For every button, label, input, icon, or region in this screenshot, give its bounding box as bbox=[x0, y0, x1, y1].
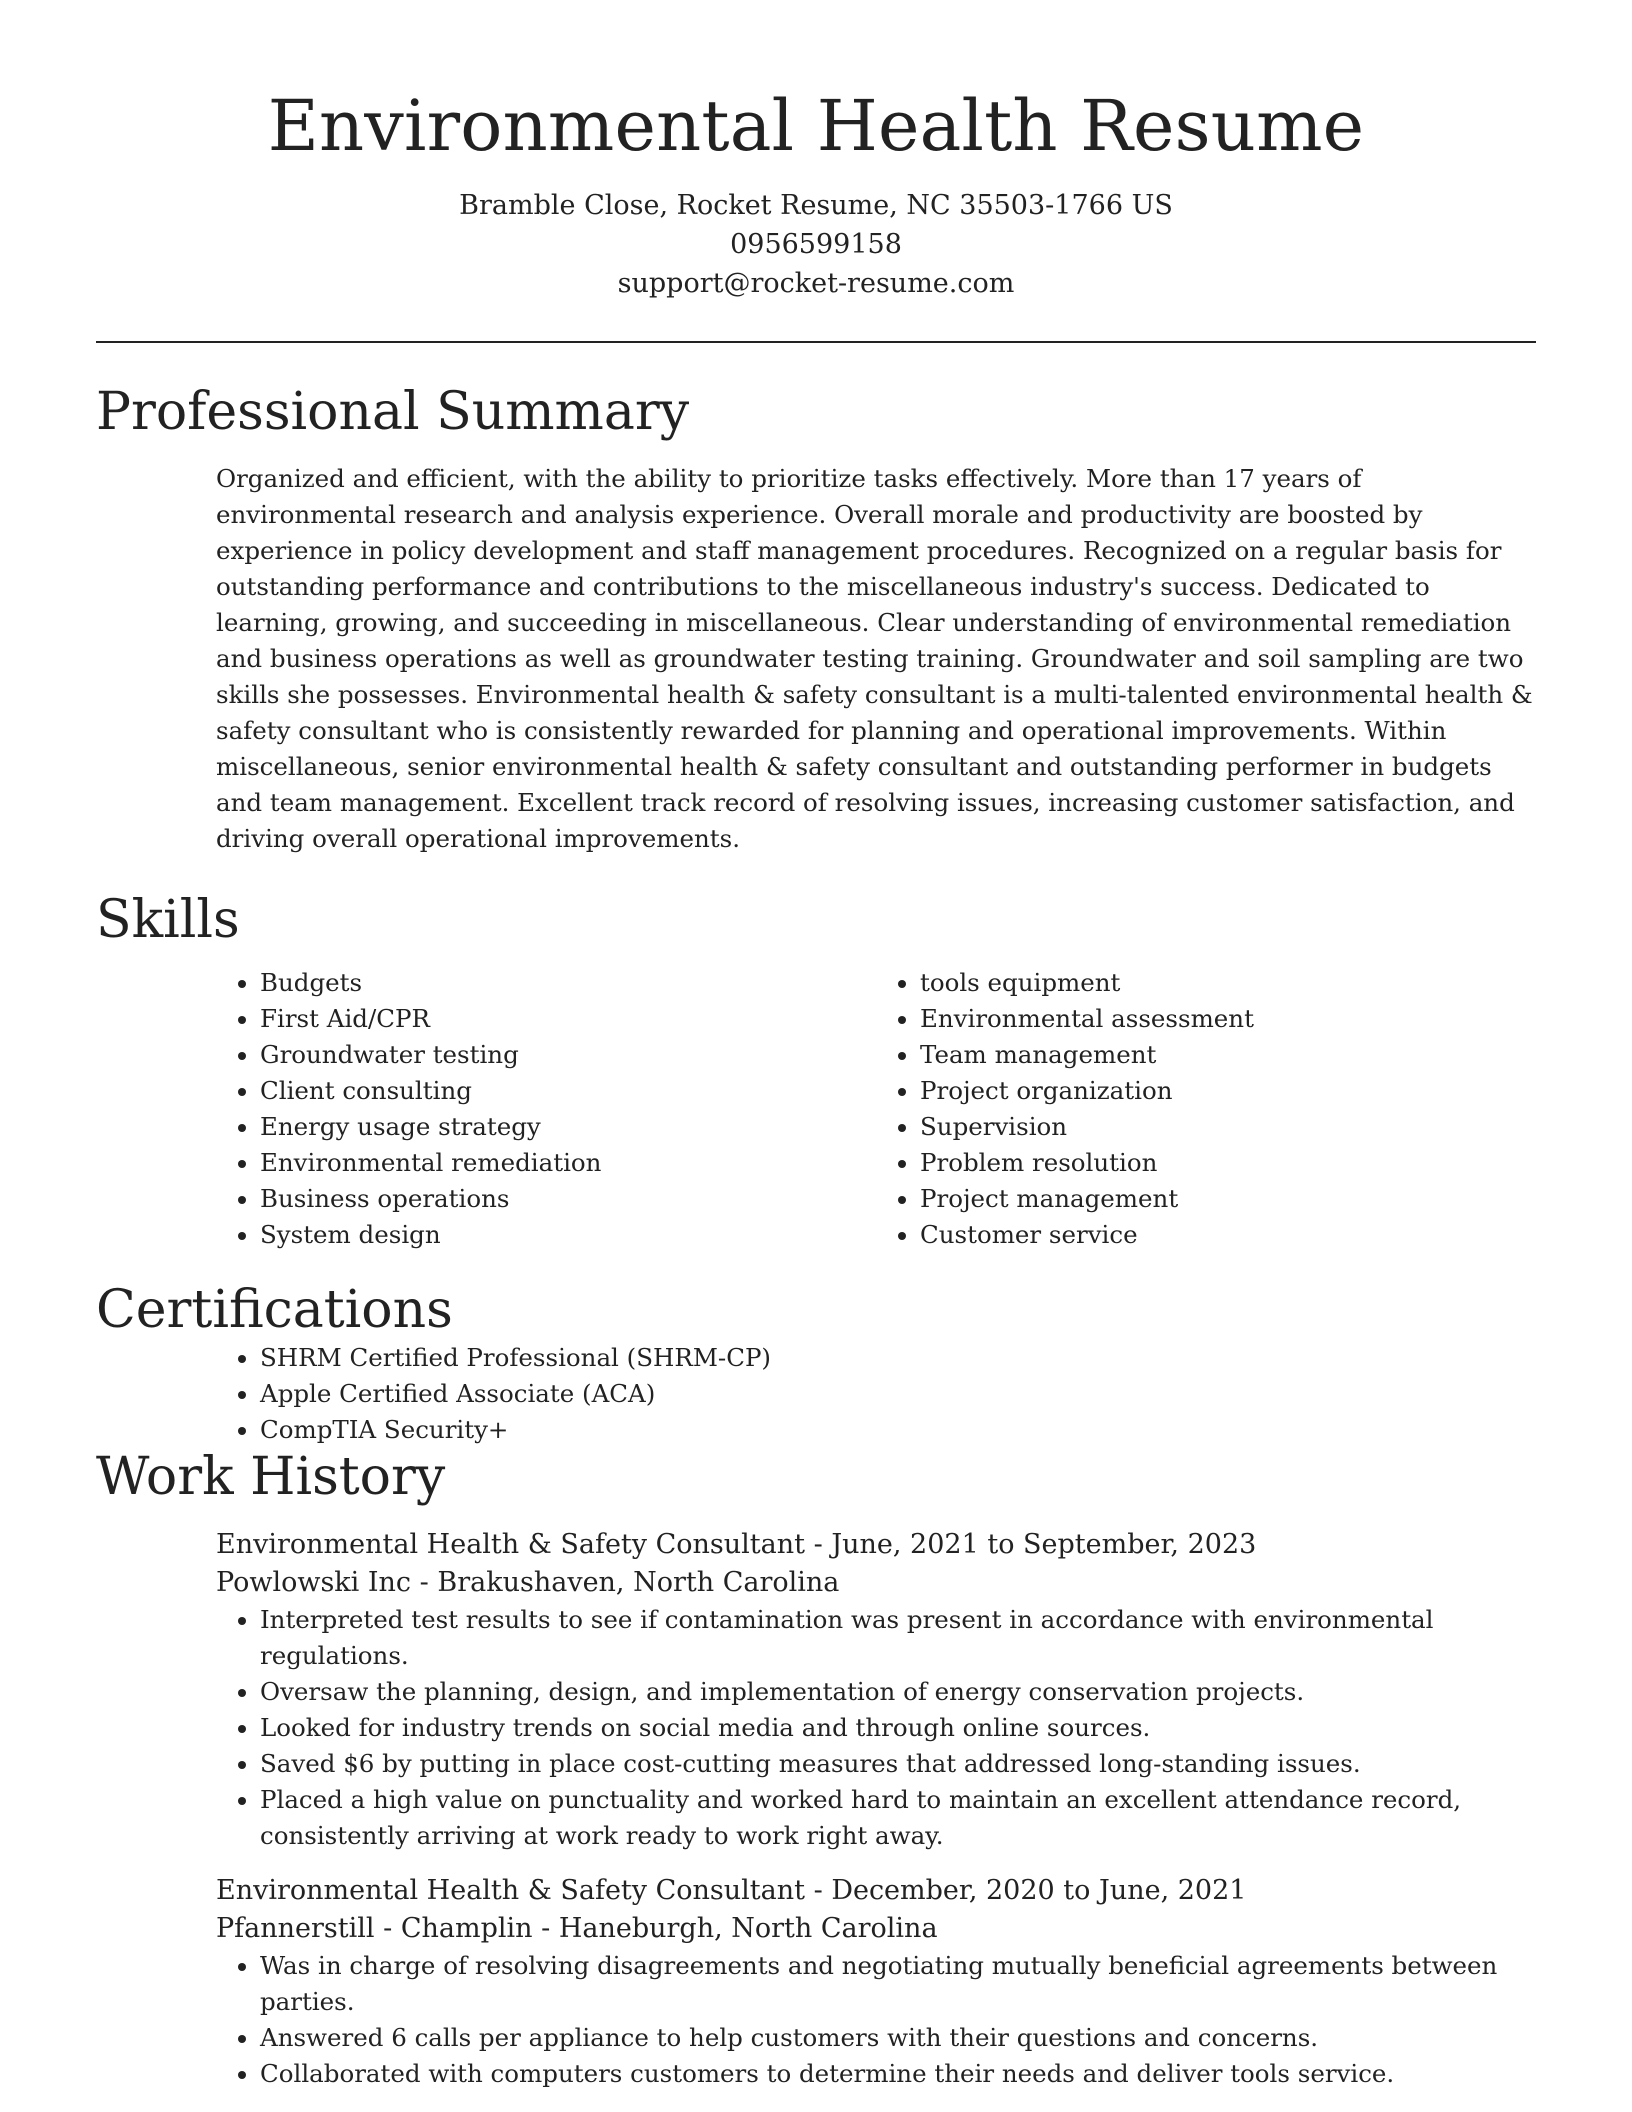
work-history-heading: Work History bbox=[96, 1447, 446, 1508]
skill-item: • Customer service bbox=[920, 1217, 1536, 1253]
work-history-section bbox=[96, 1448, 1536, 2092]
job-entry bbox=[216, 1526, 1536, 1854]
job-title: Environmental Health & Safety Consultant bbox=[216, 1529, 805, 1561]
skill-item: • Budgets bbox=[260, 965, 876, 1001]
summary-text: Organized and efficient, with the ability to prioritize tasks effectively. More than 17 years of environmental research and analysis experience. Overall morale and productivity are boosted by experience in policy development and staff management procedures. Recognized on a regular basis for outstanding performance and contributions to the miscellaneous industry's success. Dedicated to learning, growing, and succeeding in miscellaneous. Clear understanding of environmental remediation and business operations as well as groundwater testing training. Groundwater and soil sampling are two skills she possesses. Environmental health & safety consultant is a multi-talented environmental health & safety consultant who is consistently rewarded for planning and operational improvements. Within miscellaneous, senior environmental health & safety consultant and outstanding performer in budgets and team management. Excellent track record of resolving issues, increasing customer satisfaction, and driving overall operational improvements. bbox=[216, 463, 1533, 853]
skills-left-list bbox=[216, 965, 876, 1253]
job-dates: June, 2021 to September, 2023 bbox=[831, 1529, 1257, 1561]
contact-phone: 0956599158 bbox=[730, 229, 902, 260]
summary-heading: Professional Summary bbox=[96, 382, 690, 442]
skill-item: • Environmental assessment bbox=[920, 1001, 1536, 1037]
certifications-heading: Certifications bbox=[96, 1279, 453, 1340]
job-separator: - bbox=[541, 1913, 559, 1945]
job-location: Haneburgh, North Carolina bbox=[558, 1913, 938, 1945]
job-bullet: • Looked for industry trends on social media and through online sources. bbox=[260, 1710, 1536, 1746]
certifications-section bbox=[96, 1281, 1536, 1449]
job-title: Environmental Health & Safety Consultant bbox=[216, 1875, 805, 1907]
resume-header bbox=[96, 0, 1536, 303]
skill-item: • System design bbox=[260, 1217, 876, 1253]
job-bullet: • Saved $6 by putting in place cost-cutting measures that addressed long-standing issues. bbox=[260, 1746, 1536, 1782]
certification-item: • Apple Certified Associate (ACA) bbox=[260, 1376, 1536, 1412]
skill-item: • Supervision bbox=[920, 1109, 1536, 1145]
header-divider bbox=[96, 341, 1536, 343]
skills-grid bbox=[216, 965, 1536, 1253]
skill-item: • Project management bbox=[920, 1181, 1536, 1217]
contact-address: Bramble Close, Rocket Resume, NC 35503-1766 US bbox=[459, 190, 1173, 221]
contact-block bbox=[96, 186, 1536, 303]
job-dates: December, 2020 to June, 2021 bbox=[831, 1875, 1247, 1907]
skill-item: • Environmental remediation bbox=[260, 1145, 876, 1181]
job-bullet: • Answered 6 calls per appliance to help customers with their questions and concerns. bbox=[260, 2020, 1536, 2056]
job-location: Brakushaven, North Carolina bbox=[437, 1567, 840, 1599]
job-bullet: • Oversaw the planning, design, and implementation of energy conservation projects. bbox=[260, 1674, 1536, 1710]
job-header bbox=[216, 1872, 1536, 1948]
job-header bbox=[216, 1526, 1536, 1602]
skill-item: • Project organization bbox=[920, 1073, 1536, 1109]
skills-heading: Skills bbox=[96, 889, 240, 950]
skill-item: • Energy usage strategy bbox=[260, 1109, 876, 1145]
skill-item: • Client consulting bbox=[260, 1073, 876, 1109]
certification-item: • CompTIA Security+ bbox=[260, 1412, 1536, 1448]
job-entry bbox=[216, 1872, 1536, 2092]
job-bullet: • Collaborated with computers customers to determine their needs and deliver tools service. bbox=[260, 2056, 1536, 2092]
skill-item: • tools equipment bbox=[920, 965, 1536, 1001]
job-separator: - bbox=[813, 1875, 832, 1907]
certifications-list bbox=[216, 1340, 1536, 1448]
certification-item: • SHRM Certified Professional (SHRM-CP) bbox=[260, 1340, 1536, 1376]
summary-section bbox=[96, 383, 1536, 857]
skill-item: • First Aid/CPR bbox=[260, 1001, 876, 1037]
resume-title: Environmental Health Resume bbox=[267, 85, 1365, 167]
job-bullet: • Placed a high value on punctuality and worked hard to maintain an excellent attendance record, consistently arriving at work ready to work right away. bbox=[260, 1782, 1536, 1854]
job-company: Powlowski Inc bbox=[216, 1567, 412, 1599]
job-bullet-list bbox=[216, 1948, 1536, 2092]
skill-item: • Problem resolution bbox=[920, 1145, 1536, 1181]
skill-item: • Groundwater testing bbox=[260, 1037, 876, 1073]
job-company: Pfannerstill - Champlin bbox=[216, 1913, 533, 1945]
job-bullet: • Interpreted test results to see if contamination was present in accordance with environmental regulations. bbox=[260, 1602, 1536, 1674]
skill-item: • Team management bbox=[920, 1037, 1536, 1073]
skills-section bbox=[96, 891, 1536, 1253]
job-bullet-list bbox=[216, 1602, 1536, 1854]
job-separator: - bbox=[419, 1567, 438, 1599]
job-bullet: • Was in charge of resolving disagreements and negotiating mutually beneficial agreements between parties. bbox=[260, 1948, 1536, 2020]
skills-right-list bbox=[876, 965, 1536, 1253]
contact-email: support@rocket-resume.com bbox=[617, 268, 1015, 299]
skill-item: • Business operations bbox=[260, 1181, 876, 1217]
job-separator: - bbox=[813, 1529, 832, 1561]
